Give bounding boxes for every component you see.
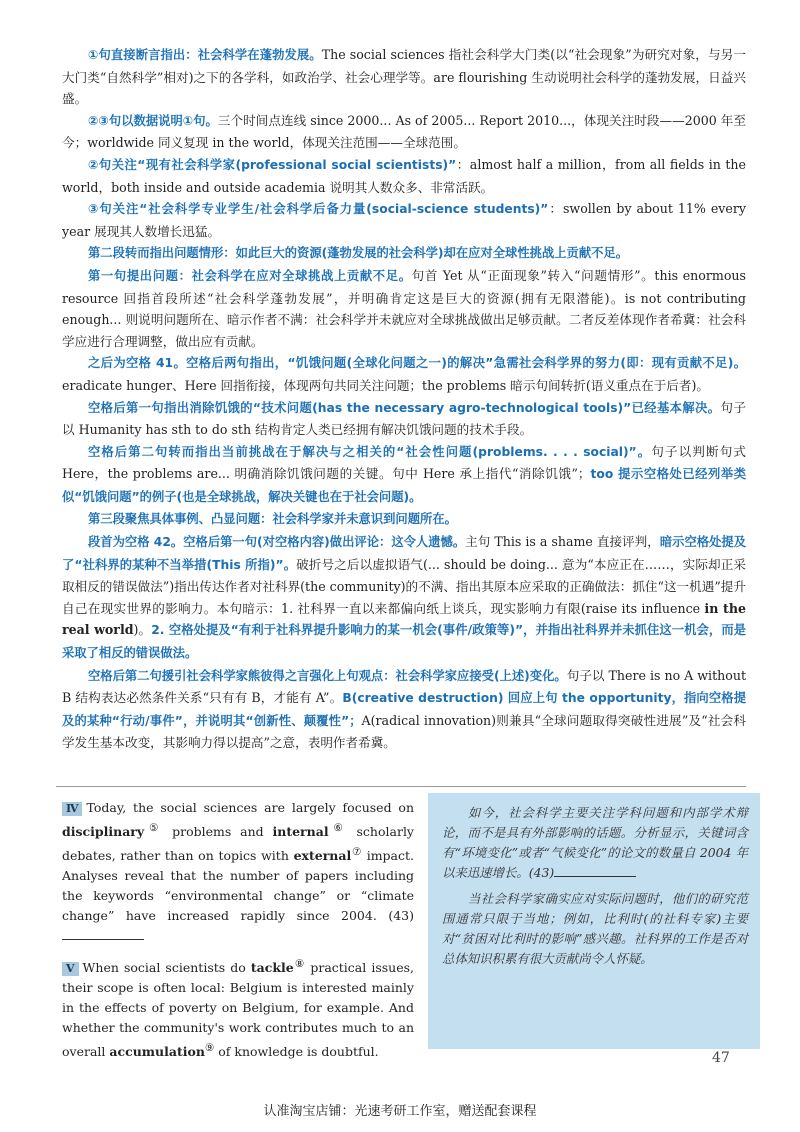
analysis-paragraph — [62, 352, 746, 396]
analysis-bold-phrase: in the real world — [62, 600, 747, 638]
translation-paragraph — [442, 803, 748, 883]
analysis-highlight: too 提示空格处已经列举类似“饥饿问题”的例子(也是全球挑战，解决关键也在于社会问题)。 — [62, 467, 747, 504]
passage-text-run: problems and — [163, 824, 273, 840]
analysis-paragraph — [62, 441, 746, 509]
passage-text-run: practical issues, their scope is often local: Belgium is interested mainly in the effects of poverty on Belgium, for example. And whether the community's work contributes much to an overall — [62, 960, 414, 1060]
analysis-text-run: 句首 Yet 从“正面现象”转入“问题情形”。this enormous resource 回指首段所述“社会科学蓬勃发展”，并明确肯定这是巨大的资源(拥有无限潜能)。is not contributing enough... 则说明问题所在、暗示作者不满：社会科学并未就应对全球挑战做出足够贡献。二者反差体现作者希冀：社会科学应进行合理调整，做出应有贡献。 — [62, 267, 746, 349]
analysis-highlight: 第一句提出问题：社会科学在应对全球挑战上贡献不足。 — [88, 268, 412, 283]
vocab-word: internal — [272, 824, 329, 840]
analysis-highlight: 空格后第二句援引社会科学家熊彼得之言强化上句观点：社会科学家应接受(上述)变化。 — [88, 668, 567, 683]
vocab-note-marker: ⑨ — [204, 1042, 215, 1055]
vocab-word: tackle — [250, 960, 294, 976]
analysis-highlight: B(creative destruction) 回应上句 the opportunity，指向空格提及的某种“行动/事件”，并说明其“创新性、颠覆性”； — [62, 691, 746, 728]
page-number: 47 — [712, 1050, 730, 1066]
analysis-text — [62, 44, 746, 754]
answer-blank[interactable] — [62, 927, 144, 940]
analysis-text-run: ：almost half a million，from all fields in the world，both inside and outside academia 说明其人数众多、非常活跃。 — [62, 156, 746, 195]
translation-text: 当社会科学家确实应对实际问题时，他们的研究范围通常只限于当地；例如，比利时(的社科专家)主要对“贫困对比利时的影响”感兴趣。社科界的工作是否对总体知识积累有很大贡献尚令人怀疑。 — [442, 891, 748, 966]
vocab-note-marker: ⑦ — [351, 846, 362, 859]
analysis-highlight: 空格后第一句指出消除饥饿的“技术问题(has the necessary agro-technological tools)”已经基本解决。 — [88, 400, 721, 415]
analysis-text-run: 句子以 Humanity has sth to do sth 结构肯定人类已经拥有解决饥饿问题的技术手段。 — [62, 399, 746, 438]
passage-text-run: Today, the social sciences are largely focused on — [86, 800, 414, 815]
translation-box — [428, 793, 760, 1049]
analysis-paragraph — [62, 44, 746, 110]
paragraph-numeral: Ⅳ — [62, 802, 82, 816]
analysis-highlight: 空格后第二句转而指出当前挑战在于解决与之相关的“社会性问题(problems. . . . social)”。 — [88, 444, 652, 459]
vocab-note-marker: ⑧ — [293, 958, 306, 971]
section-divider — [56, 786, 746, 787]
analysis-highlight: 2. 空格处提及“有利于社科界提升影响力的某一机会(事件/政策等)”，并指出社科界并未抓住这一机会，而是采取了相反的错误做法。 — [62, 623, 746, 661]
analysis-paragraph — [62, 242, 746, 265]
translation-answer-blank[interactable] — [554, 864, 636, 877]
analysis-text-run: 句子以 There is no A without B 结构表达必然条件关系“只有有 B，才能有 A”。 — [62, 667, 747, 706]
analysis-highlight: 段首为空格 42。空格后第一句(对空格内容)做出评论：这令人遗憾。 — [88, 535, 466, 550]
analysis-paragraph — [62, 397, 746, 441]
analysis-highlight: ②句关注“现有社会科学家(professional social scientists)” — [88, 157, 457, 172]
analysis-paragraph — [62, 110, 746, 154]
passage-paragraph — [62, 954, 414, 1062]
analysis-text-run: 三个时间点连线 since 2000... As of 2005... Report 2010...，体现关注时段——2000 年至今；worldwide 同义复现 in the world，体现关注范围——全球范围。 — [62, 112, 746, 151]
translation-text: 如今，社会科学主要关注学科问题和内部学术辩论，而不是具有外部影响的话题。分析显示，关键词含有“环境变化”或者“气候变化”的论文的数量自 2004 年以来迅速增长。(43) — [442, 805, 748, 880]
analysis-paragraph — [62, 508, 746, 531]
analysis-highlight: 之后为空格 41。空格后两句指出，“饥饿问题(全球化问题之一)的解决”急需社会科学界的努力(即：现有贡献不足)。 — [88, 356, 746, 371]
passage-text-run: of knowledge is doubtful. — [214, 1044, 379, 1060]
analysis-highlight: 暗示空格处提及了“社科界的某种不当举措(This 所指)”。 — [62, 535, 746, 572]
passage-paragraph — [62, 798, 414, 946]
analysis-text-run: The social sciences 指社会科学大门类(以“社会现象”为研究对象，与另一大门类“自然科学”相对)之下的各学科，如政治学、社会心理学等。are flourishing 生动说明社会科学的蓬勃发展，日益兴盛。 — [62, 47, 746, 107]
analysis-text-run: A(radical innovation)则兼具“全球问题取得突破性进展”及“社会科学发生基本改变，其影响力得以提高”之意，表明作者希冀。 — [62, 712, 746, 751]
analysis-paragraph — [62, 265, 746, 352]
analysis-highlight: ①句直接断言指出：社会科学在蓬勃发展。 — [88, 48, 322, 62]
analysis-highlight: 第二段转而指出问题情形：如此巨大的资源(蓬勃发展的社会科学)却在应对全球性挑战上贡献不足。 — [88, 246, 629, 261]
analysis-text-run: ：swollen by about 11% every year 展现其人数增长迅猛。 — [62, 201, 747, 239]
passage-text-run: impact. Analyses reveal that the number of papers including the keywords “environmental change” or “climate change” have increased rapidly since 2004. (43) — [62, 848, 414, 924]
passage-text-run: scholarly debates, rather than on topics with — [62, 824, 414, 864]
analysis-paragraph — [62, 531, 746, 665]
analysis-text-run: 句子以判断句式 Here，the problems are... 明确消除饥饿问题的关键。句中 Here 承上指代“消除饥饿”； — [62, 443, 747, 482]
passage-english — [62, 798, 414, 1071]
analysis-paragraph — [62, 665, 746, 754]
analysis-text-run: 破折号之后以虚拟语气(... should be doing... 意为“本应正在……，实际却正采取相反的错误做法”)指出传达作者对社科界(the community)的不满、指出其原本应采取的正确做法：抓住“这一机遇”提升自己在现实世界的影响力。本句暗示：1. 社科界一直以来都偏向纸上谈兵，现实影响力有限(raise its influence — [62, 556, 746, 616]
vocab-note-marker: ⑤ — [144, 822, 164, 834]
analysis-paragraph — [62, 198, 746, 242]
paragraph-numeral: Ⅴ — [62, 962, 79, 976]
translation-paragraph — [442, 889, 748, 969]
vocab-word: external — [293, 848, 352, 864]
analysis-text-run: 主句 This is a shame 直接评判， — [465, 534, 660, 550]
analysis-paragraph — [62, 154, 746, 198]
vocab-word: disciplinary — [62, 824, 145, 840]
footer-note: 认准淘宝店铺：光速考研工作室，赠送配套课程 — [263, 1104, 537, 1119]
analysis-text-run: eradicate hunger、Here 回指衔接，体现两句共同关注问题；the problems 暗示句间转折(语义重点在于后者)。 — [62, 377, 709, 393]
analysis-highlight: ②③句以数据说明①句。 — [88, 113, 218, 128]
passage-text-run: When social scientists do — [82, 960, 251, 976]
vocab-note-marker: ⑥ — [328, 822, 348, 834]
analysis-text-run: )。 — [133, 622, 152, 638]
analysis-highlight: ③句关注“社会科学专业学生/社会科学后备力量(social-science students)” — [88, 202, 549, 217]
analysis-highlight: 第三段聚焦具体事例、凸显问题：社会科学家并未意识到问题所在。 — [88, 512, 457, 527]
vocab-word: accumulation — [109, 1044, 205, 1060]
